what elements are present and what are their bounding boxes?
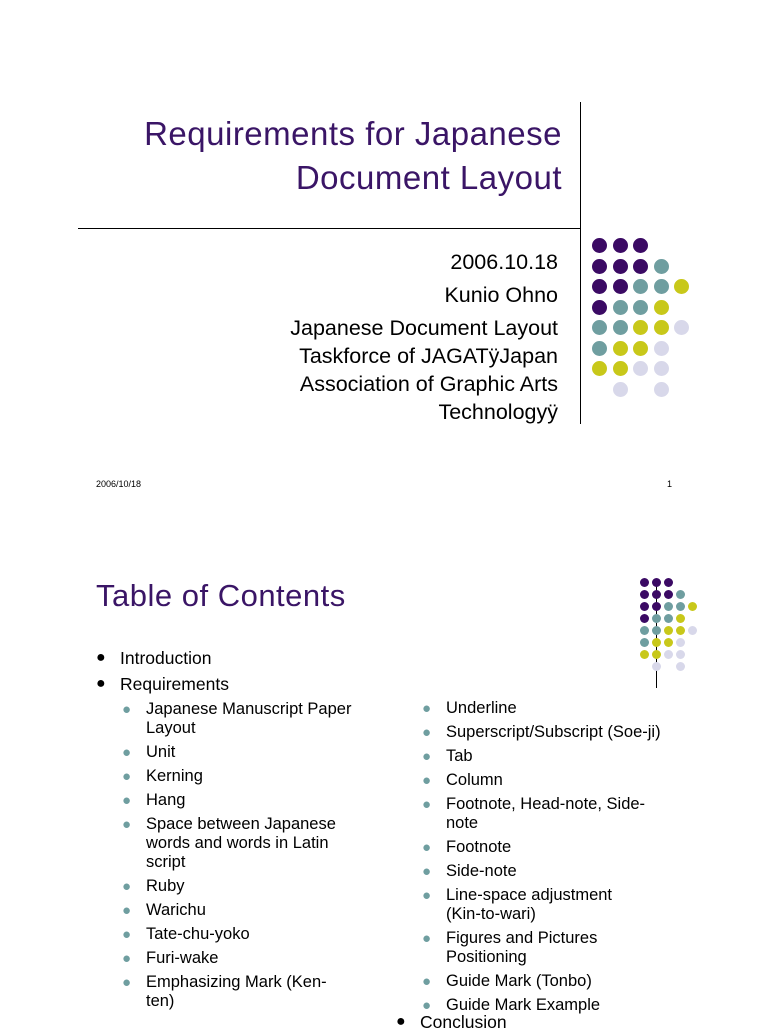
list-item: ● Footnote, Head-note, Side-note (422, 795, 646, 832)
slide2-dot-pattern (640, 578, 700, 674)
list-item: ● Unit (122, 743, 176, 761)
decor-dot (633, 259, 648, 274)
decor-dot (652, 638, 661, 647)
list-item: ● Underline (422, 699, 517, 717)
decor-dot (654, 300, 669, 315)
decor-dot (592, 238, 607, 253)
requirements-left-list (122, 700, 371, 1016)
list-item: ● Japanese Manuscript Paper Layout (122, 700, 352, 737)
decor-dot (664, 590, 673, 599)
slide1-org-line2: Taskforce of JAGATÿJapan (299, 344, 558, 368)
list-item: ● Tab (422, 747, 473, 765)
decor-dot (592, 300, 607, 315)
decor-dot (613, 238, 628, 253)
decor-dot (654, 361, 669, 376)
toc-item-requirements: ● Requirements (96, 674, 229, 694)
decor-dot (654, 382, 669, 397)
list-item: ● Side-note (422, 862, 517, 880)
decor-dot (652, 602, 661, 611)
decor-dot (613, 300, 628, 315)
decor-dot (640, 638, 649, 647)
decor-dot (592, 259, 607, 274)
decor-dot (633, 320, 648, 335)
decor-dot (676, 638, 685, 647)
slide1-footer-date: 2006/10/18 (96, 479, 142, 489)
decor-dot (640, 590, 649, 599)
decor-dot (688, 602, 697, 611)
decor-dot (640, 614, 649, 623)
list-item: ● Hang (122, 791, 186, 809)
decor-dot (613, 320, 628, 335)
decor-dot (592, 279, 607, 294)
decor-dot (640, 650, 649, 659)
decor-dot (592, 320, 607, 335)
decor-dot (652, 590, 661, 599)
slide2-title: Table of Contents (96, 578, 346, 613)
list-item: ● Ruby (122, 877, 185, 895)
list-item: ● Guide Mark Example (422, 996, 601, 1014)
decor-dot (676, 590, 685, 599)
decor-dot (633, 238, 648, 253)
decor-dot (654, 259, 669, 274)
decor-dot (654, 279, 669, 294)
decor-dot (674, 320, 689, 335)
decor-dot (674, 279, 689, 294)
decor-dot (664, 626, 673, 635)
list-item: ● Superscript/Subscript (Soe-ji) (422, 723, 661, 741)
decor-dot (613, 361, 628, 376)
decor-dot (592, 341, 607, 356)
slide1-org-line3: Association of Graphic Arts (299, 372, 558, 396)
list-item: ● Furi-wake (122, 949, 219, 967)
decor-dot (676, 602, 685, 611)
list-item: ● Warichu (122, 901, 206, 919)
decor-dot (688, 626, 697, 635)
list-item: ● Kerning (122, 767, 203, 785)
decor-dot (613, 279, 628, 294)
slide1-org-line4: Technologyÿ (438, 400, 558, 424)
slide1-page-number: 1 (667, 479, 673, 489)
decor-dot (633, 341, 648, 356)
slide1-horizontal-rule (78, 228, 580, 229)
decor-dot (633, 361, 648, 376)
decor-dot (652, 614, 661, 623)
toc-conclusion-list (396, 1012, 507, 1032)
slide1-author: Kunio Ohno (444, 283, 558, 307)
decor-dot (652, 578, 661, 587)
slide1-org-line1: Japanese Document Layout (290, 316, 558, 340)
list-item: ● Footnote (422, 838, 512, 856)
decor-dot (664, 650, 673, 659)
slide1-vertical-rule (580, 102, 581, 424)
list-item: ● Column (422, 771, 503, 789)
slide1-date: 2006.10.18 (450, 250, 558, 274)
decor-dot (676, 650, 685, 659)
decor-dot (664, 602, 673, 611)
decor-dot (652, 650, 661, 659)
decor-dot (664, 638, 673, 647)
slide1-title-line2: Document Layout (295, 159, 562, 196)
list-item: ● Figures and Pictures Positioning (422, 929, 598, 966)
decor-dot (613, 341, 628, 356)
toc-item-introduction: ● Introduction (96, 648, 212, 668)
slide1-title (60, 112, 562, 200)
decor-dot (640, 578, 649, 587)
decor-dot (654, 320, 669, 335)
slide1-dot-pattern (592, 238, 702, 400)
decor-dot (613, 382, 628, 397)
decor-dot (654, 341, 669, 356)
decor-dot (676, 626, 685, 635)
decor-dot (676, 614, 685, 623)
decor-dot (633, 279, 648, 294)
decor-dot (592, 361, 607, 376)
toc-top-list (96, 648, 229, 700)
toc-item-conclusion: ● Conclusion (396, 1012, 507, 1032)
decor-dot (652, 626, 661, 635)
decor-dot (633, 300, 648, 315)
decor-dot (664, 578, 673, 587)
decor-dot (640, 626, 649, 635)
list-item: ● Emphasizing Mark (Ken-ten) (122, 973, 327, 1010)
list-item: ● Line-space adjustment (Kin-to-wari) (422, 886, 613, 923)
requirements-right-list (422, 699, 676, 1020)
decor-dot (640, 602, 649, 611)
decor-dot (613, 259, 628, 274)
list-item: ● Tate-chu-yoko (122, 925, 250, 943)
decor-dot (652, 662, 661, 671)
slide1-subtitle-block (200, 248, 558, 426)
decor-dot (664, 614, 673, 623)
slide1-title-line1: Requirements for Japanese (144, 115, 562, 152)
list-item: ● Space between Japanese words and words in Latin script (122, 815, 336, 871)
decor-dot (676, 662, 685, 671)
list-item: ● Guide Mark (Tonbo) (422, 972, 592, 990)
